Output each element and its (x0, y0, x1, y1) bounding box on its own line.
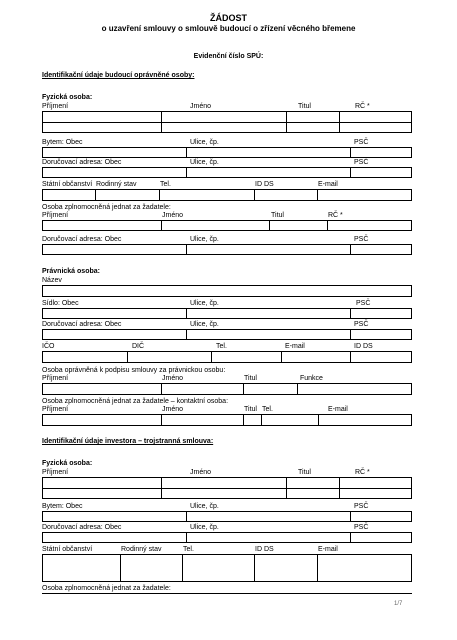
label-delivery-town: Doručovací adresa: Obec (42, 524, 122, 531)
section-heading-investor: Identifikační údaje investora – trojstranná smlouva: (42, 438, 214, 445)
label-citizenship: Státní občanství (42, 181, 93, 188)
label-street: Ulice, čp. (190, 524, 219, 531)
section-heading-applicant: Identifikační údaje budoucí oprávněné osoby: (42, 72, 195, 79)
investor-name-table[interactable] (42, 477, 412, 499)
investor-contact-field[interactable] (42, 554, 412, 582)
registered-office-field[interactable] (42, 308, 412, 319)
page-number: 1/7 (394, 601, 403, 607)
contact-details-field[interactable] (42, 189, 412, 201)
label-phone: Tel. (160, 181, 171, 188)
label-street: Ulice, čp. (190, 139, 219, 146)
contact-person-field[interactable] (42, 414, 412, 426)
investor-natural-person-heading: Fyzická osoba: (42, 460, 93, 467)
label-birth-number: RČ * (355, 103, 370, 110)
investor-residence-field[interactable] (42, 511, 412, 522)
label-street: Ulice, čp. (190, 300, 219, 307)
label-first-name: Jméno (162, 212, 184, 219)
label-marital-status: Rodinný stav (121, 546, 162, 553)
label-first-name: Jméno (162, 375, 184, 382)
label-postcode: PSČ (354, 159, 369, 166)
label-delivery-town: Doručovací adresa: Obec (42, 159, 122, 166)
investor-delivery-address-field[interactable] (42, 532, 412, 543)
label-street: Ulice, čp. (190, 503, 219, 510)
label-residence-town: Bytem: Obec (42, 503, 83, 510)
legal-entity-heading: Právnická osoba: (42, 268, 100, 275)
table-column-divider (339, 112, 340, 132)
label-postcode: PSČ (354, 503, 369, 510)
delivery-address-field[interactable] (42, 167, 412, 178)
label-street: Ulice, čp. (190, 236, 219, 243)
label-title: Titul (244, 375, 257, 382)
natural-person-heading: Fyzická osoba: (42, 94, 93, 101)
label-postcode: PSČ (354, 236, 369, 243)
label-street: Ulice, čp. (190, 159, 219, 166)
label-email: E-mail (318, 546, 338, 553)
label-postcode: PSČ (356, 300, 371, 307)
signatory-field[interactable] (42, 383, 412, 395)
form-title: ŽÁDOST (210, 13, 247, 23)
label-registered-office: Sídlo: Obec (42, 300, 79, 307)
label-delivery-town: Doručovací adresa: Obec (42, 321, 122, 328)
authorised-delivery-address-field[interactable] (42, 244, 412, 255)
label-marital-status: Rodinný stav (96, 181, 137, 188)
label-phone: Tel. (216, 343, 227, 350)
label-surname: Příjmení (42, 212, 69, 219)
label-first-name: Jméno (190, 103, 212, 110)
table-column-divider (286, 112, 287, 132)
label-signatory: Osoba oprávněná k podpisu smlouvy za právnickou osobu: (42, 367, 226, 374)
label-first-name: Jméno (162, 406, 184, 413)
label-phone: Tel. (183, 546, 194, 553)
label-title: Titul (298, 469, 311, 476)
label-data-box-id: ID DS (255, 181, 274, 188)
label-first-name: Jméno (190, 469, 212, 476)
label-contact-person: Osoba zplnomocněná jednat za žadatele – kontaktní osoba: (42, 398, 229, 405)
label-residence-town: Bytem: Obec (42, 139, 83, 146)
label-company-name: Název (42, 277, 62, 284)
label-position: Funkce (300, 375, 323, 382)
residence-address-field[interactable] (42, 147, 412, 158)
label-phone: Tel. (262, 406, 273, 413)
form-continuation-line (42, 593, 412, 594)
label-birth-number: RČ * (355, 469, 370, 476)
authorised-person-field[interactable] (42, 220, 412, 231)
label-surname: Příjmení (42, 375, 69, 382)
label-title: Titul (298, 103, 311, 110)
label-title: Titul (271, 212, 284, 219)
label-postcode: PSČ (354, 139, 369, 146)
table-row-divider (43, 122, 411, 123)
label-email: E-mail (318, 181, 338, 188)
label-postcode: PSČ (354, 524, 369, 531)
label-citizenship: Státní občanství (42, 546, 93, 553)
label-data-box-id: ID DS (354, 343, 373, 350)
label-surname: Příjmení (42, 103, 69, 110)
label-surname: Příjmení (42, 469, 69, 476)
label-tax-id: DIČ (132, 343, 145, 350)
label-street: Ulice, čp. (190, 321, 219, 328)
table-column-divider (161, 112, 162, 132)
company-identifiers-field[interactable] (42, 351, 412, 363)
company-name-field[interactable] (42, 285, 412, 297)
label-email: E-mail (328, 406, 348, 413)
label-authorised-person: Osoba zplnomocněná jednat za žadatele: (42, 585, 171, 592)
label-data-box-id: ID DS (255, 546, 274, 553)
company-delivery-address-field[interactable] (42, 329, 412, 340)
label-birth-number: RČ * (328, 212, 343, 219)
registration-number-label: Evidenční číslo SPÚ: (193, 53, 264, 60)
label-title: Titul (244, 406, 257, 413)
label-company-id: IČO (42, 343, 55, 350)
natural-person-name-table[interactable] (42, 111, 412, 133)
label-authorised-person: Osoba zplnomocněná jednat za žadatele: (42, 204, 171, 211)
label-email: E-mail (285, 343, 305, 350)
label-surname: Příjmení (42, 406, 69, 413)
label-postcode: PSČ (354, 321, 369, 328)
label-delivery-town: Doručovací adresa: Obec (42, 236, 122, 243)
form-subtitle: o uzavření smlouvy o smlouvě budoucí o zřízení věcného břemene (101, 24, 356, 33)
